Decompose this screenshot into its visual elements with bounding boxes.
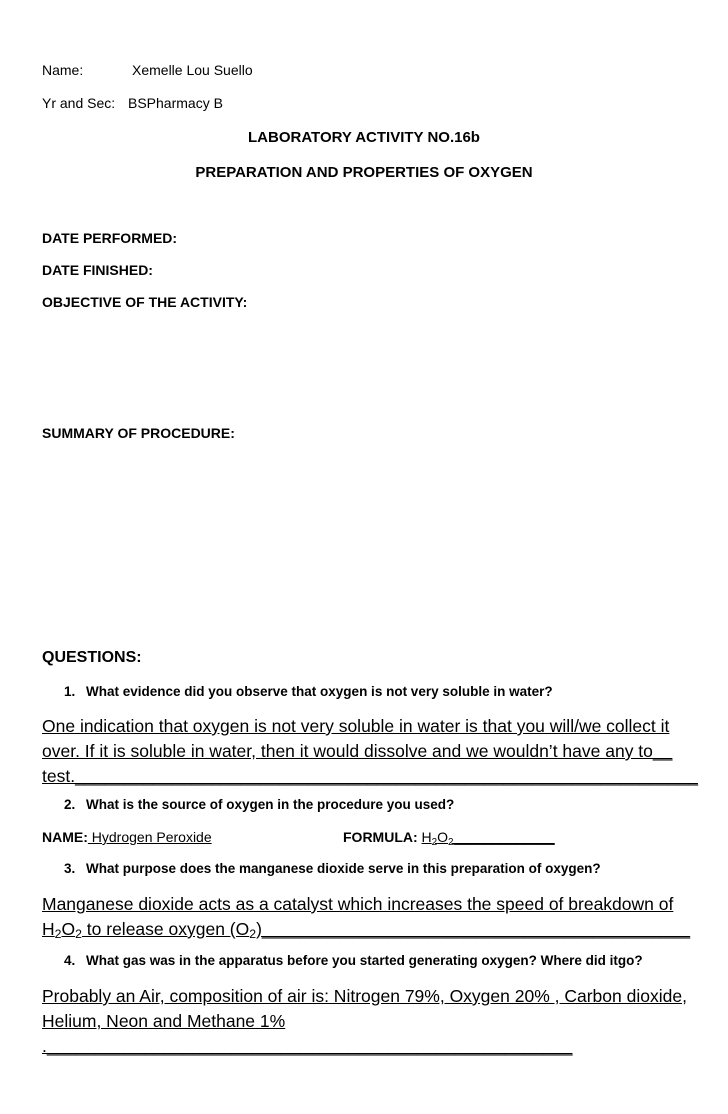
formula-label: FORMULA: — [343, 829, 418, 845]
activity-subtitle: PREPARATION AND PROPERTIES OF OXYGEN — [195, 164, 533, 181]
source-name-value: Hydrogen Peroxide — [87, 829, 212, 845]
activity-title: LABORATORY ACTIVITY NO.16b — [248, 129, 480, 146]
answer-line: test.________________________________________________________________ — [42, 766, 698, 786]
date-performed-label: DATE PERFORMED: — [42, 230, 178, 246]
question-text: What gas was in the apparatus before you started generating oxygen? Where did itgo? — [86, 953, 643, 968]
answer-3 — [42, 892, 692, 942]
objective-label: OBJECTIVE OF THE ACTIVITY: — [42, 294, 248, 310]
question-1 — [64, 684, 553, 699]
source-name-row — [42, 829, 212, 845]
question-text: What evidence did you observe that oxygen is not very soluble in water? — [86, 684, 553, 699]
answer-line: Probably an Air, composition of air is: Nitrogen 79%, Oxygen 20% , Carbon dioxide, — [42, 986, 687, 1006]
answer-4 — [42, 984, 692, 1059]
question-number: 4. — [64, 953, 76, 968]
answer-line: over. If it is soluble in water, then it would dissolve and we wouldn’t have any to__ — [42, 741, 673, 761]
yr-sec-value: BSPharmacy B — [128, 95, 223, 111]
name-label: Name: — [42, 62, 84, 78]
formula-value: $H_2O_2\_\_\_\_\_\_\_\_\_\_\_\_\_$ — [421, 829, 555, 848]
questions-heading: QUESTIONS: — [42, 649, 142, 666]
answer-line: One indication that oxygen is not very soluble in water is that you will/we collect it — [42, 716, 670, 736]
answer-line: Manganese dioxide acts as a catalyst which increases the speed of breakdown of — [42, 894, 674, 914]
question-text: What is the source of oxygen in the procedure you used? — [86, 797, 455, 812]
formula-row — [343, 829, 555, 848]
question-number: 3. — [64, 861, 76, 876]
yr-sec-label: Yr and Sec: — [42, 95, 116, 111]
question-text: What purpose does the manganese dioxide serve in this preparation of oxygen? — [86, 861, 601, 876]
answer-line: .______________________________________________________ — [42, 1036, 573, 1056]
question-3 — [64, 861, 601, 876]
question-number: 2. — [64, 797, 76, 812]
answer-line: Helium, Neon and Methane 1% — [42, 1011, 286, 1031]
question-4 — [64, 953, 643, 968]
answer-line: $H_2O_2$ to release oxygen $(O_2)\_\_\_\_\_\_\_\_\_\_\_\_\_\_\_\_\_\_\_\_\_\_\_\_\_\_\_\_\_\_\_\_\_\_\_\_\_\_\_\_\_\_\_\_$ — [42, 919, 691, 941]
source-name-label: NAME: — [42, 829, 88, 845]
question-2 — [64, 797, 454, 812]
answer-1 — [42, 714, 698, 789]
summary-label: SUMMARY OF PROCEDURE: — [42, 425, 235, 441]
question-number: 1. — [64, 684, 76, 699]
date-finished-label: DATE FINISHED: — [42, 262, 153, 278]
name-value: Xemelle Lou Suello — [132, 62, 253, 78]
